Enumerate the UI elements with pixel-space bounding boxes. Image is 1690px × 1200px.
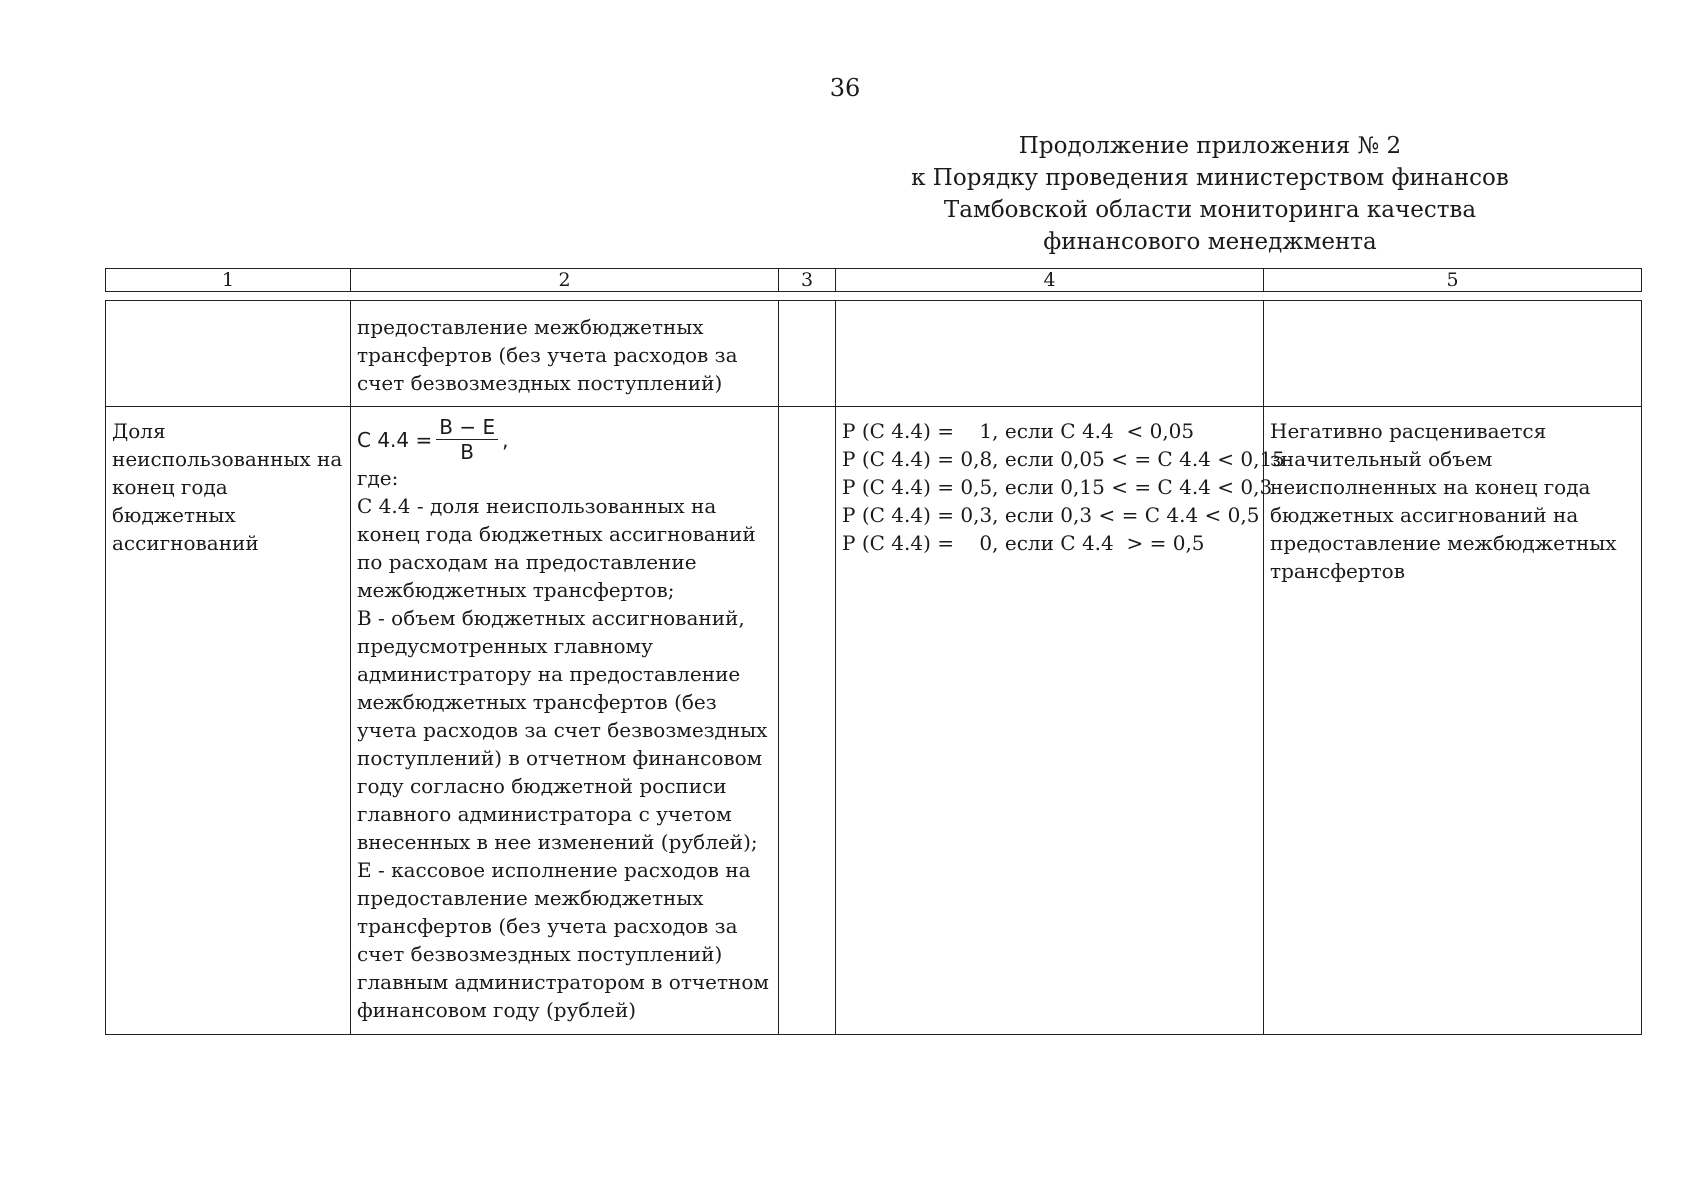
column-header-table <box>105 268 1642 292</box>
table-row <box>106 301 1642 407</box>
formula-tail: , <box>502 427 509 452</box>
header-row <box>106 269 1642 292</box>
header-cell: 4 <box>836 269 1264 292</box>
header-cell: 3 <box>779 269 836 292</box>
condition-line: P (С 4.4) = 0,5, если 0,15 < = С 4.4 < 0,3 <box>842 475 1273 499</box>
table-cell <box>836 301 1264 407</box>
page-number: 36 <box>829 74 861 102</box>
fraction-denominator: B <box>460 440 475 464</box>
where-label: где: <box>357 466 399 490</box>
table-cell <box>779 301 836 407</box>
definition-c: С 4.4 - доля неиспользованных на конец года бюджетных ассигнований по расходам на предоставление межбюджетных трансфертов; <box>357 494 756 602</box>
table-cell <box>779 407 836 1035</box>
table-cell <box>1264 301 1642 407</box>
condition-line: P (С 4.4) = 0,3, если 0,3 < = С 4.4 < 0,5 <box>842 503 1260 527</box>
table-row <box>106 407 1642 1035</box>
appendix-line: Продолжение приложения № 2 <box>1018 133 1402 159</box>
condition-line: P (С 4.4) = 1, если С 4.4 < 0,05 <box>842 419 1195 443</box>
condition-line: P (С 4.4) = 0, если С 4.4 > = 0,5 <box>842 531 1205 555</box>
appendix-line: финансового менеджмента <box>1043 229 1377 255</box>
header-cell: 2 <box>351 269 779 292</box>
formula <box>357 415 508 464</box>
fraction-numerator: B − E <box>436 415 498 440</box>
header-cell: 1 <box>106 269 351 292</box>
condition-line: P (С 4.4) = 0,8, если 0,05 < = С 4.4 < 0,15 <box>842 447 1285 471</box>
appendix-line: к Порядку проведения министерством финансов <box>911 165 1509 191</box>
header-cell: 5 <box>1264 269 1642 292</box>
indicator-name-cell: Доля неиспользованных на конец года бюджетных ассигнований <box>106 407 351 1035</box>
fraction <box>436 415 498 464</box>
formula-lhs: С 4.4 = <box>357 427 433 452</box>
appendix-title <box>900 130 1520 258</box>
comment-cell: Негативно расценивается значительный объем неисполненных на конец года бюджетных ассигнований на предоставление межбюджетных трансфертов <box>1264 407 1642 1035</box>
conditions-cell <box>836 407 1285 1035</box>
appendix-line: Тамбовской области мониторинга качества <box>943 197 1477 223</box>
definition-b: В - объем бюджетных ассигнований, предусмотренных главному администратору на предоставление межбюджетных трансфертов (без учета расходов за счет безвозмездных поступлений) в отчетном финансовом году согласно бюджетной росписи главного администратора с учетом внесенных в нее изменений (рублей); <box>357 606 768 854</box>
formula-cell <box>351 407 779 1035</box>
criteria-table <box>105 300 1642 1035</box>
definition-e: Е - кассовое исполнение расходов на предоставление межбюджетных трансфертов (без учета расходов за счет безвозмездных поступлений) главным администратором в отчетном финансовом году (рублей) <box>357 858 769 1022</box>
table-cell <box>106 301 351 407</box>
table-cell: предоставление межбюджетных трансфертов (без учета расходов за счет безвозмездных поступлений) <box>351 301 779 407</box>
